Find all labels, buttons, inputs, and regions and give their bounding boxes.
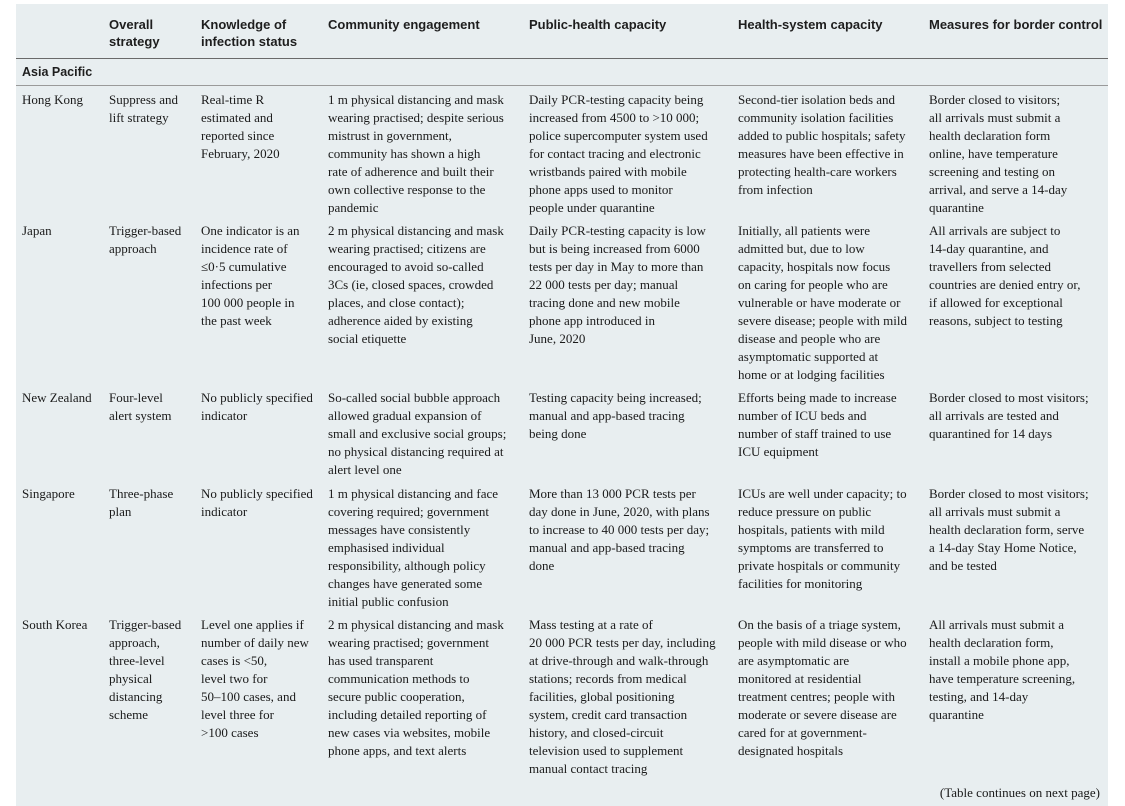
country-cell: Singapore bbox=[22, 486, 75, 501]
table-footer bbox=[16, 782, 1108, 806]
continuation-note: (Table continues on next page) bbox=[939, 785, 1100, 800]
community-cell: 2 m physical distancing and mask wearing practised; government has used transparent communication methods to secure public cooperation, including detailed reporting of new cases via websites, mobile phone apps, and text alerts bbox=[328, 617, 504, 758]
country-cell: Japan bbox=[22, 223, 52, 238]
public-health-cell: Mass testing at a rate of 20 000 PCR tests per day, including at drive-through and walk-through stations; records from medical facilities, global positioning system, credit card transaction history, and closed-circuit television used to supplement manual contact tracing bbox=[529, 617, 716, 776]
border-cell: Border closed to most visitors; all arrivals are tested and quarantined for 14 days bbox=[929, 390, 1089, 441]
public-health-cell: Daily PCR-testing capacity being increased from 4500 to >10 000; police supercomputer system used for contact tracing and electronic wristbands paired with mobile phone apps used to monitor people under quarantine bbox=[529, 92, 708, 215]
public-health-cell: More than 13 000 PCR tests per day done in June, 2020, with plans to increase to 40 000 tests per day; manual and app-based tracing done bbox=[529, 486, 710, 573]
country-cell: Hong Kong bbox=[22, 92, 84, 107]
header-overall-strategy: Overall strategy bbox=[109, 17, 160, 49]
header-community-engagement: Community engagement bbox=[328, 17, 480, 32]
public-health-cell: Testing capacity being increased; manual and app-based tracing being done bbox=[529, 390, 702, 441]
public-health-cell: Daily PCR-testing capacity is low but is being increased from 6000 tests per day in May to more than 22 000 tests per day; manual tracing done and new mobile phone app introduced in June, 2020 bbox=[529, 223, 706, 346]
knowledge-cell: Level one applies if number of daily new cases is <50, level two for 50–100 cases, and level three for >100 cases bbox=[201, 617, 309, 740]
country-cell: New Zealand bbox=[22, 390, 92, 405]
table-row bbox=[16, 616, 1108, 782]
border-cell: Border closed to most visitors; all arrivals must submit a health declaration form, serve a 14-day Stay Home Notice, and be tested bbox=[929, 486, 1089, 573]
table-header bbox=[16, 4, 1108, 59]
table-row bbox=[16, 485, 1108, 616]
border-cell: All arrivals must submit a health declaration form, install a mobile phone app, have temperature screening, testing, and 14-day quarantine bbox=[929, 617, 1076, 722]
community-cell: So-called social bubble approach allowed gradual expansion of small and exclusive social groups; no physical distancing required at alert level one bbox=[328, 390, 507, 477]
table-row bbox=[16, 389, 1108, 485]
community-cell: 1 m physical distancing and mask wearing practised; despite serious mistrust in government, community has shown a high rate of adherence and built their own collective response to the pandemic bbox=[328, 92, 504, 215]
knowledge-cell: One indicator is an incidence rate of ≤0·5 cumulative infections per 100 000 people in the past week bbox=[201, 223, 300, 328]
health-system-cell: Efforts being made to increase number of ICU beds and number of staff trained to use ICU equipment bbox=[738, 390, 897, 459]
section-label: Asia Pacific bbox=[22, 65, 93, 79]
strategy-cell: Three-phase plan bbox=[109, 486, 174, 519]
strategy-cell: Trigger-based approach bbox=[109, 223, 182, 256]
header-public-health-capacity: Public-health capacity bbox=[529, 17, 667, 32]
table-row bbox=[16, 222, 1108, 389]
community-cell: 2 m physical distancing and mask wearing practised; citizens are encouraged to avoid so-called 3Cs (ie, closed spaces, crowded places, and close contact); adherence aided by existing social etiquette bbox=[328, 223, 504, 346]
country-cell: South Korea bbox=[22, 617, 88, 632]
health-system-cell: Second-tier isolation beds and community isolation facilities added to public hospitals; safety measures have been effective in protecting health-care workers from infection bbox=[738, 92, 906, 197]
community-cell: 1 m physical distancing and face covering required; government messages have consistently emphasised individual responsibility, although policy changes have generated some initial public confusion bbox=[328, 486, 499, 609]
knowledge-cell: No publicly specified indicator bbox=[201, 486, 313, 519]
section-row bbox=[16, 59, 1108, 86]
border-cell: Border closed to visitors; all arrivals must submit a health declaration form online, have temperature screening and testing on arrival, and serve a 14-day quarantine bbox=[929, 92, 1068, 215]
strategy-cell: Four-level alert system bbox=[109, 390, 172, 423]
health-system-cell: ICUs are well under capacity; to reduce pressure on public hospitals, patients with mild symptoms are transferred to private hospitals or community facilities for monitoring bbox=[738, 486, 907, 591]
header-border-control: Measures for border control bbox=[929, 17, 1103, 32]
health-system-cell: Initially, all patients were admitted but, due to low capacity, hospitals now focus on caring for people who are vulnerable or have moderate or severe disease; people with mild disease and people who are asymptomatic supported at home or at lodging facilities bbox=[738, 223, 907, 382]
policy-table bbox=[16, 4, 1108, 806]
strategy-cell: Suppress and lift strategy bbox=[109, 92, 178, 125]
health-system-cell: On the basis of a triage system, people with mild disease or who are asymptomatic are monitored at residential treatment centres; people with moderate or severe disease are cared for at government- designated hospitals bbox=[738, 617, 907, 758]
header-knowledge-of-infection-status: Knowledge of infection status bbox=[201, 17, 298, 49]
header-health-system-capacity: Health-system capacity bbox=[738, 17, 883, 32]
strategy-cell: Trigger-based approach, three-level physical distancing scheme bbox=[109, 617, 182, 722]
border-cell: All arrivals are subject to 14-day quarantine, and travellers from selected countries are denied entry or, if allowed for exceptional reasons, subject to testing bbox=[929, 223, 1081, 328]
table-row bbox=[16, 91, 1108, 222]
table-body bbox=[16, 91, 1108, 782]
knowledge-cell: No publicly specified indicator bbox=[201, 390, 313, 423]
knowledge-cell: Real-time R estimated and reported since February, 2020 bbox=[201, 92, 280, 161]
